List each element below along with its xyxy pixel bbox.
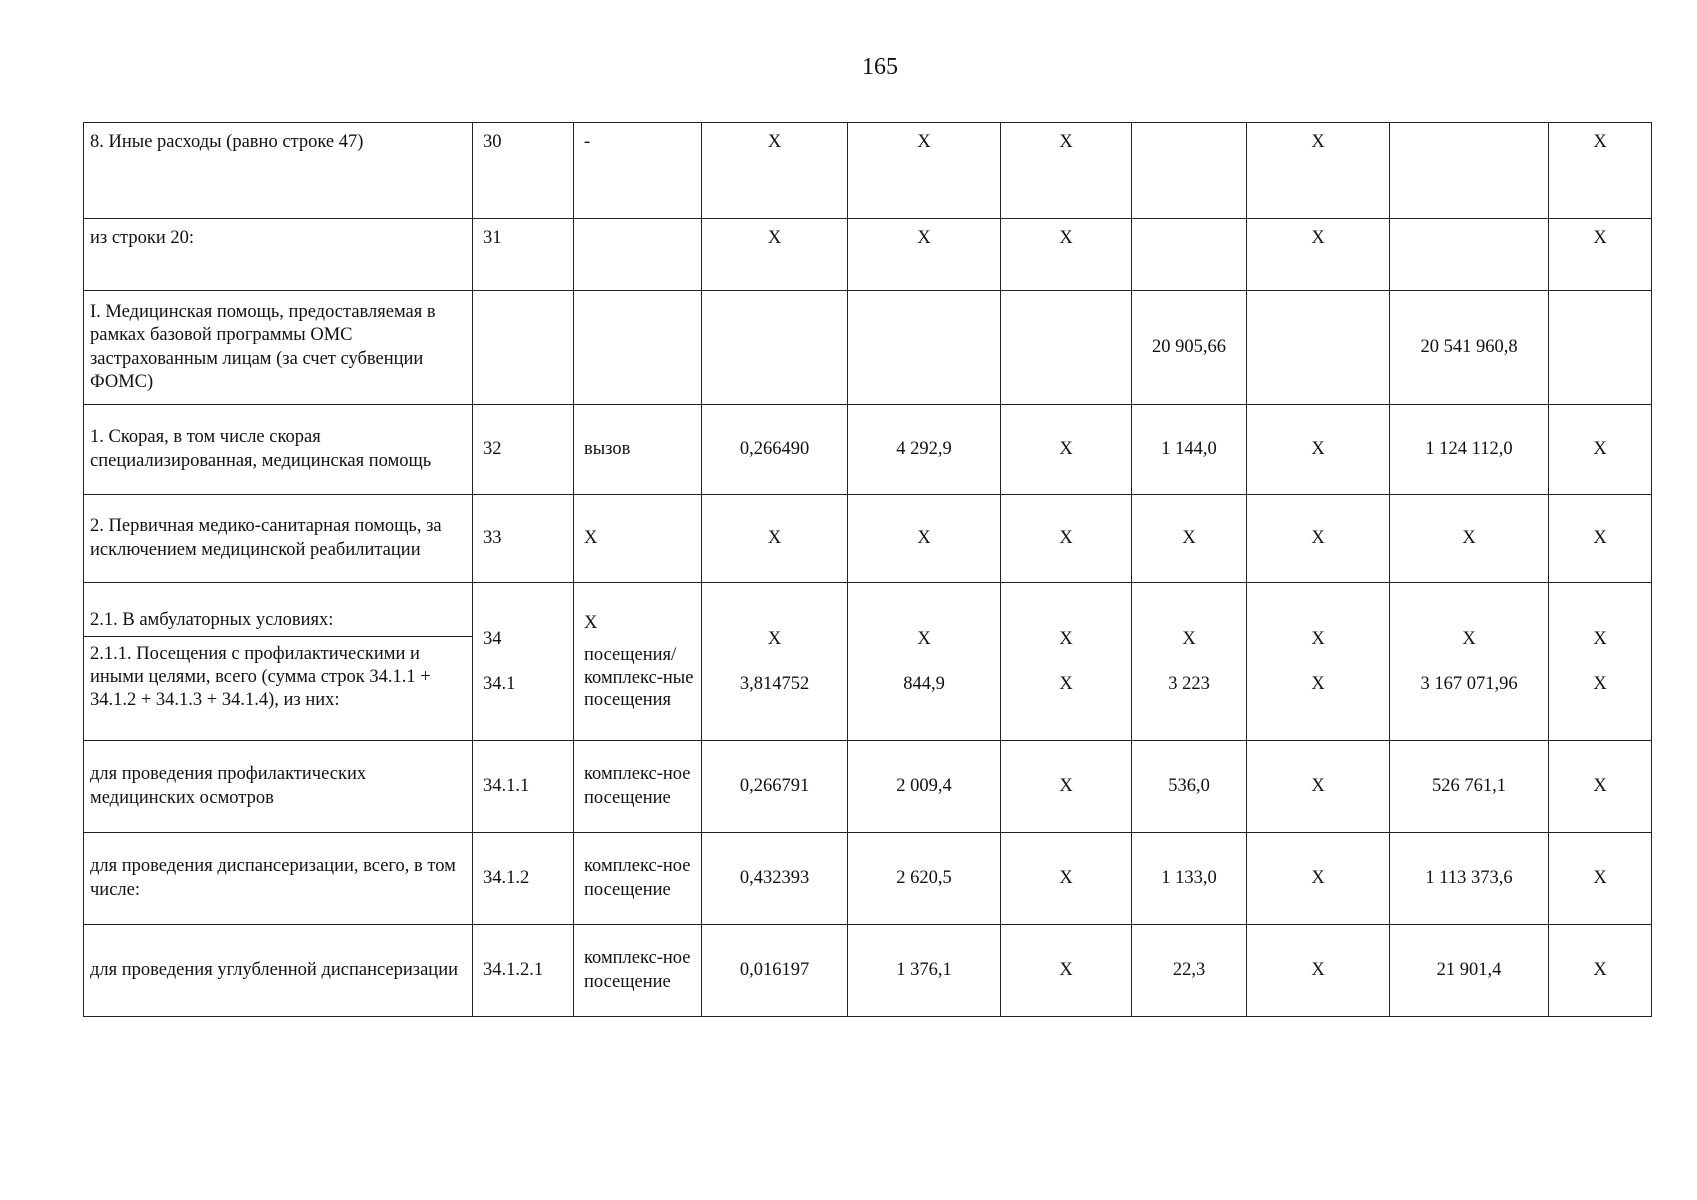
- table-row: [84, 123, 1652, 219]
- row-name: 8. Иные расходы (равно строке 47): [84, 123, 473, 219]
- cell-c7: X: [1549, 219, 1652, 291]
- table-row: [84, 583, 1652, 741]
- row-code: 34.1.2: [473, 833, 574, 925]
- cell-c3: [1001, 583, 1132, 741]
- row-name: 1. Скорая, в том числе скорая специализированная, медицинская помощь: [84, 405, 473, 495]
- cell-c2: 2 009,4: [848, 741, 1001, 833]
- cell-c6: 526 761,1: [1390, 741, 1549, 833]
- cell-c5: X: [1247, 925, 1390, 1017]
- cell-c1: [702, 291, 848, 405]
- cell-c5: X: [1247, 123, 1390, 219]
- cell-b: X: [1593, 673, 1607, 694]
- cell-c6: 21 901,4: [1390, 925, 1549, 1017]
- cell-c1: 0,266490: [702, 405, 848, 495]
- cell-c7: X: [1549, 405, 1652, 495]
- cell-c2: [848, 291, 1001, 405]
- row-unit: [574, 291, 702, 405]
- row-code-a: 34: [483, 629, 502, 650]
- row-code-b: 34.1: [483, 673, 516, 694]
- cell-c5: X: [1247, 219, 1390, 291]
- cell-b: 3 223: [1168, 673, 1210, 694]
- cell-c4: 536,0: [1132, 741, 1247, 833]
- cell-c5: X: [1247, 833, 1390, 925]
- cell-c2: 2 620,5: [848, 833, 1001, 925]
- cell-b: 3,814752: [739, 673, 810, 694]
- cell-a: X: [1462, 629, 1476, 650]
- cell-c1: X: [702, 495, 848, 583]
- table-row: [84, 291, 1652, 405]
- cell-c4: X: [1132, 495, 1247, 583]
- row-unit-a: X: [584, 613, 598, 634]
- cell-c1: X: [702, 123, 848, 219]
- row-unit: комплекс-ное посещение: [574, 741, 702, 833]
- cell-c7: [1549, 583, 1652, 741]
- cell-c3: X: [1001, 741, 1132, 833]
- cell-c5: [1247, 583, 1390, 741]
- cell-c4: 22,3: [1132, 925, 1247, 1017]
- cell-c6: [1390, 123, 1549, 219]
- table-row: [84, 219, 1652, 291]
- cell-c1: 0,016197: [702, 925, 848, 1017]
- cell-c7: X: [1549, 495, 1652, 583]
- cell-c4: 1 144,0: [1132, 405, 1247, 495]
- cell-c2: X: [848, 219, 1001, 291]
- row-name-b: 2.1.1. Посещения с профилактическими и иными целями, всего (сумма строк 34.1.1 + 34.1.2 + 34.1.3 + 34.1.4), из них:: [90, 643, 431, 711]
- row-unit-b: посещения/ комплекс-ные посещения: [584, 645, 694, 710]
- cell-c6: X: [1390, 495, 1549, 583]
- row-name: из строки 20:: [84, 219, 473, 291]
- row-unit-combined: [574, 583, 702, 741]
- row-unit: -: [574, 123, 702, 219]
- cell-c7: [1549, 291, 1652, 405]
- table-row: [84, 925, 1652, 1017]
- cell-c6: 1 113 373,6: [1390, 833, 1549, 925]
- table-row: [84, 833, 1652, 925]
- row-name: для проведения диспансеризации, всего, в том числе:: [84, 833, 473, 925]
- cell-c4: 1 133,0: [1132, 833, 1247, 925]
- cell-c6: 1 124 112,0: [1390, 405, 1549, 495]
- cell-c5: X: [1247, 405, 1390, 495]
- table-row: [84, 405, 1652, 495]
- cell-a: X: [1182, 629, 1196, 650]
- cell-c5: X: [1247, 741, 1390, 833]
- table-row: [84, 495, 1652, 583]
- row-unit: X: [574, 495, 702, 583]
- row-unit: [574, 219, 702, 291]
- cell-b: 3 167 071,96: [1420, 673, 1518, 694]
- cell-b: X: [1311, 673, 1325, 694]
- page-number: 165: [862, 54, 898, 80]
- row-code: 31: [473, 219, 574, 291]
- cell-c3: [1001, 291, 1132, 405]
- cell-c5: [1247, 291, 1390, 405]
- cell-c3: X: [1001, 833, 1132, 925]
- cell-c6: [1390, 583, 1549, 741]
- cell-c5: X: [1247, 495, 1390, 583]
- cell-c1: 0,432393: [702, 833, 848, 925]
- table-row: [84, 741, 1652, 833]
- row-code: 34.1.2.1: [473, 925, 574, 1017]
- cell-c1: X: [702, 219, 848, 291]
- cell-c2: [848, 583, 1001, 741]
- cell-b: 844,9: [903, 673, 945, 694]
- cell-c3: X: [1001, 405, 1132, 495]
- cell-a: X: [1311, 629, 1325, 650]
- row-code: 32: [473, 405, 574, 495]
- cell-c2: X: [848, 123, 1001, 219]
- cell-b: X: [1059, 673, 1073, 694]
- row-name-a: 2.1. В амбулаторных условиях:: [84, 605, 472, 637]
- cell-c7: X: [1549, 123, 1652, 219]
- cell-c6: [1390, 219, 1549, 291]
- cell-c4: [1132, 219, 1247, 291]
- cell-c7: X: [1549, 741, 1652, 833]
- financing-table: [83, 122, 1652, 1017]
- cell-c6: 20 541 960,8: [1390, 291, 1549, 405]
- cell-c3: X: [1001, 495, 1132, 583]
- cell-c3: X: [1001, 925, 1132, 1017]
- cell-a: X: [917, 629, 931, 650]
- row-code: [473, 291, 574, 405]
- row-name-combined: [84, 583, 473, 741]
- cell-c2: 4 292,9: [848, 405, 1001, 495]
- cell-c7: X: [1549, 925, 1652, 1017]
- cell-a: X: [767, 629, 782, 650]
- row-code: 34.1.1: [473, 741, 574, 833]
- row-code: 30: [473, 123, 574, 219]
- cell-c3: X: [1001, 219, 1132, 291]
- row-name: для проведения углубленной диспансеризации: [84, 925, 473, 1017]
- cell-c1: 0,266791: [702, 741, 848, 833]
- cell-a: X: [1059, 629, 1073, 650]
- row-name: I. Медицинская помощь, предоставляемая в рамках базовой программы ОМС застрахованным лицам (за счет субвенции ФОМС): [84, 291, 473, 405]
- cell-c7: X: [1549, 833, 1652, 925]
- row-code: 33: [473, 495, 574, 583]
- cell-c2: 1 376,1: [848, 925, 1001, 1017]
- row-unit: комплекс-ное посещение: [574, 833, 702, 925]
- row-name: для проведения профилактических медицинских осмотров: [84, 741, 473, 833]
- cell-a: X: [1593, 629, 1607, 650]
- row-unit: комплекс-ное посещение: [574, 925, 702, 1017]
- row-name: 2. Первичная медико-санитарная помощь, за исключением медицинской реабилитации: [84, 495, 473, 583]
- cell-c1: [702, 583, 848, 741]
- cell-c4: 20 905,66: [1132, 291, 1247, 405]
- row-code-combined: [473, 583, 574, 741]
- cell-c2: X: [848, 495, 1001, 583]
- cell-c4: [1132, 123, 1247, 219]
- cell-c4: [1132, 583, 1247, 741]
- cell-c3: X: [1001, 123, 1132, 219]
- row-unit: вызов: [574, 405, 702, 495]
